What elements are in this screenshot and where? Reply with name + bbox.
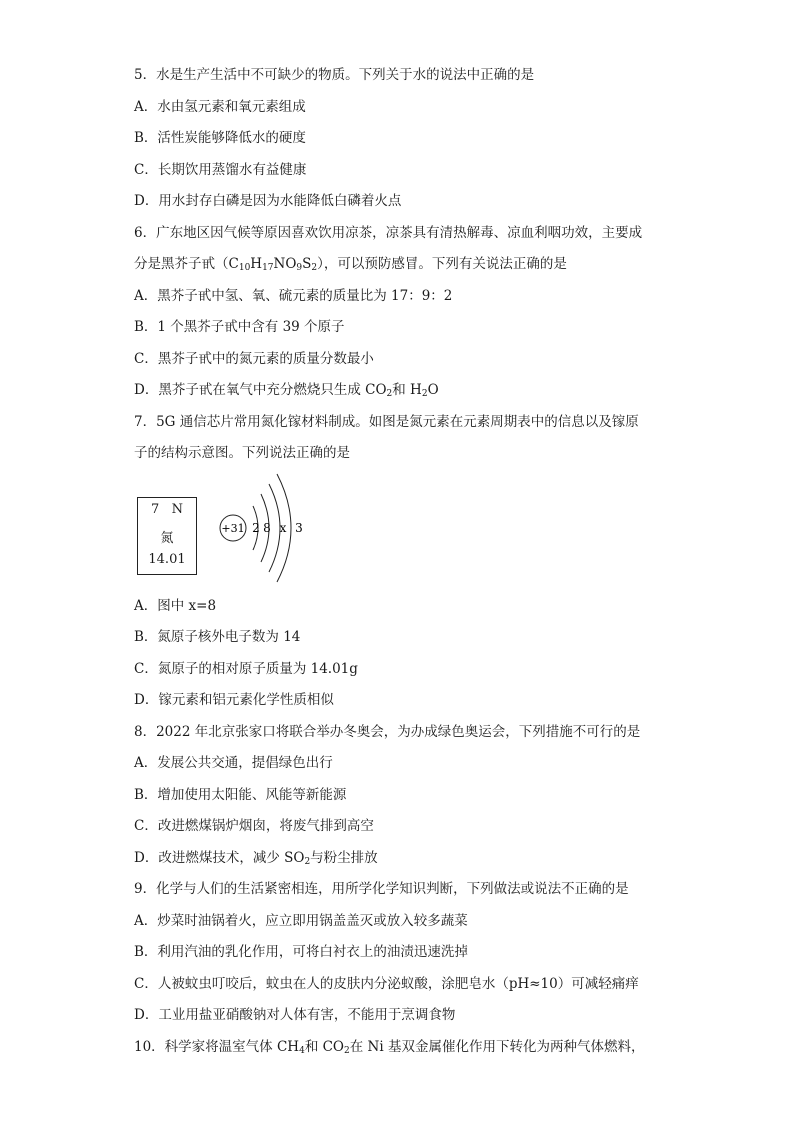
shell-4-count: 3 [295,521,303,535]
q7-option-b: B．氮原子核外电子数为 14 [134,629,301,645]
q7-option-d: D．镓元素和铝元素化学性质相似 [134,692,334,708]
q6-option-b: B．1 个黑芥子甙中含有 39 个原子 [134,319,345,335]
q7-stem-line2: 子的结构示意图。下列说法正确的是 [134,445,350,461]
q6-stem-line1: 6．广东地区因气候等原因喜欢饮用凉茶，凉茶具有清热解毒、凉血利咽功效，主要成 [134,225,643,241]
q9-option-b: B．利用汽油的乳化作用，可将白衬衣上的油渍迅速洗掉 [134,944,468,960]
q8-option-d: D．改进燃煤技术，减少 $SO_2$与粉尘排放 [134,850,378,867]
q6-option-d: D．黑芥子甙在氧气中充分燃烧只生成 $CO_2$和 $H_2O$ [134,382,439,399]
q8-option-b: B．增加使用太阳能、风能等新能源 [134,787,347,803]
nucleus-charge: +31 [221,522,245,535]
q8-option-c: C．改进燃煤锅炉烟囱，将废气排到高空 [134,818,374,834]
q9-option-d: D．工业用盐亚硝酸钠对人体有害，不能用于烹调食物 [134,1007,456,1023]
q6-option-a: A．黑芥子甙中氢、氧、硫元素的质量比为 17：9：2 [134,288,453,304]
element-name: 氮 [160,531,174,546]
q5-option-b: B．活性炭能够降低水的硬度 [134,130,306,146]
q7-option-a: A．图中 x=8 [134,598,217,614]
q7-stem-line1: 7．5G 通信芯片常用氮化镓材料制成。如图是氮元素在元素周期表中的信息以及镓原 [134,414,639,430]
gallium-atom-diagram [215,470,315,590]
shell-3-count: x [279,521,287,535]
element-number-symbol: 7 N [150,502,184,517]
shell-2-count: 8 [263,521,271,535]
q5-option-d: D．用水封存白磷是因为水能降低白磷着火点 [134,193,402,209]
q6-stem-line2: 分是黑芥子甙$(C_{10}H_{17}NO_9S_2)$，可以预防感冒。下列有关说法正确的是 [134,256,567,273]
element-mass: 14.01 [148,552,186,567]
q8-option-a: A．发展公共交通，提倡绿色出行 [134,755,333,771]
q8-stem: 8．2022 年北京张家口将联合举办冬奥会，为办成绿色奥运会，下列措施不可行的是 [134,724,641,740]
shell-1-count: 2 [252,521,260,535]
q10-stem: 10．科学家将温室气体 $CH_4$和 $CO_2$在 Ni 基双金属催化作用下转化为两种气体燃料， [134,1039,645,1056]
q5-stem: 5．水是生产生活中不可缺少的物质。下列关于水的说法中正确的是 [134,67,535,83]
q5-option-a: A．水由氢元素和氧元素组成 [134,99,306,115]
q9-option-c: C．人被蚊虫叮咬后，蚊虫在人的皮肤内分泌蚁酸，涂肥皂水（pH≈10）可减轻痛痒 [134,976,639,992]
q7-option-c: C．氮原子的相对原子质量为 14.01g [134,661,358,677]
q5-option-c: C．长期饮用蒸馏水有益健康 [134,162,307,178]
q9-option-a: A．炒菜时油锅着火，应立即用锅盖盖灭或放入较多蔬菜 [134,913,468,929]
q9-stem: 9．化学与人们的生活紧密相连，用所学化学知识判断，下列做法或说法不正确的是 [134,881,629,897]
element-cell-nitrogen [137,497,197,575]
q6-option-c: C．黑芥子甙中的氮元素的质量分数最小 [134,351,374,367]
